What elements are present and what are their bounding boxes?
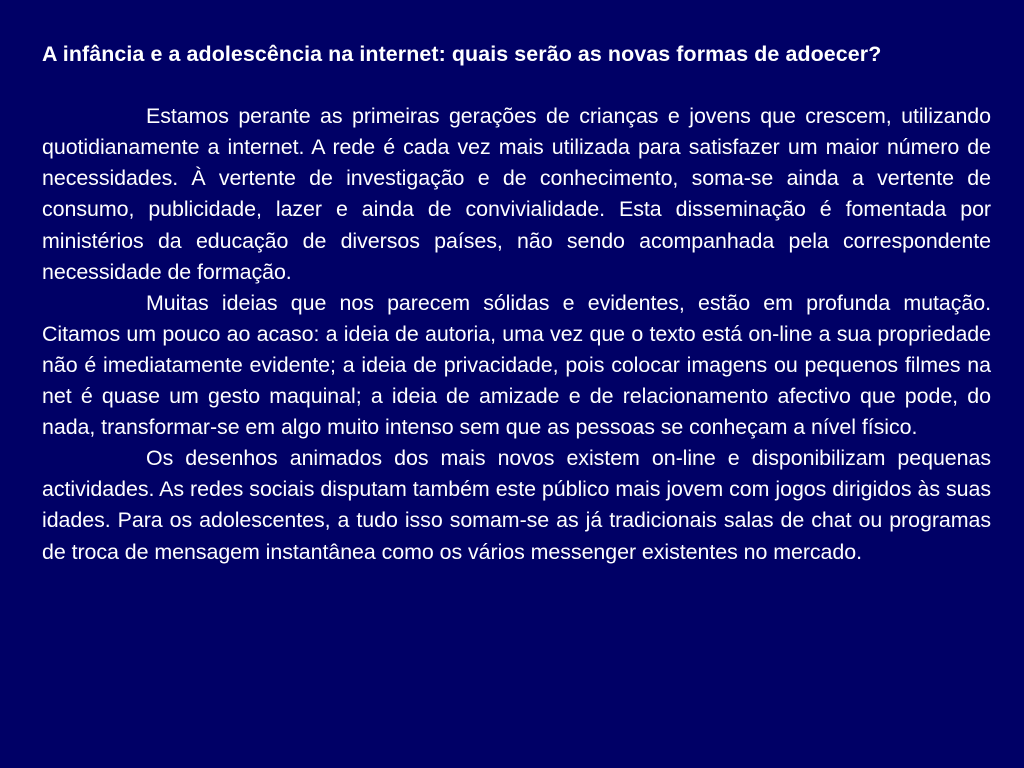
slide-content <box>42 39 991 568</box>
paragraph-2: Muitas ideias que nos parecem sólidas e evidentes, estão em profunda mutação. Citamos um pouco ao acaso: a ideia de autoria, uma vez que o texto está on-line a sua propriedade não é imediatamente evidente; a ideia de privacidade, pois colocar imagens ou pequenos filmes na net é quase um gesto maquinal; a ideia de amizade e de relacionamento afectivo que pode, do nada, transformar-se em algo muito intenso sem que as pessoas se conheçam a nível físico. <box>42 290 991 440</box>
slide-title: A infância e a adolescência na internet: quais serão as novas formas de adoecer? <box>42 42 882 66</box>
paragraph-1: Estamos perante as primeiras gerações de crianças e jovens que crescem, utilizando quotidianamente a internet. A rede é cada vez mais utilizada para satisfazer um maior número de necessidades. À vertente de investigação e de conhecimento, soma-se ainda a vertente de consumo, publicidade, lazer e ainda de convivialidade. Esta disseminação é fomentada por ministérios da educação de diversos países, não sendo acompanhada pela correspondente necessidade de formação. <box>42 104 991 284</box>
paragraph-3: Os desenhos animados dos mais novos existem on-line e disponibilizam pequenas actividades. As redes sociais disputam também este público mais jovem com jogos dirigidos às suas idades. Para os adolescentes, a tudo isso somam-se as já tradicionais salas de chat ou programas de troca de mensagem instantânea como os vários messenger existentes no mercado. <box>42 446 991 564</box>
